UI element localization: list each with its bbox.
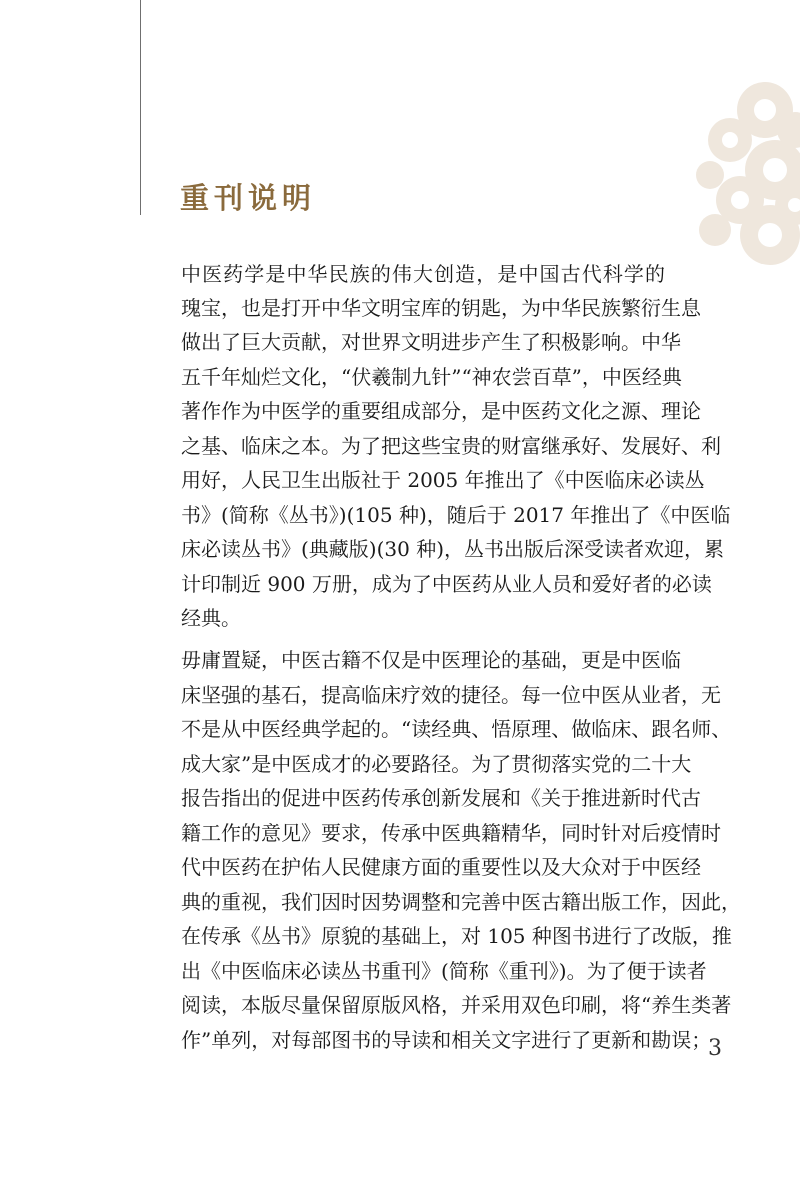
text-line: 中医药学是中华民族的伟大创造，是中国古代科学的 — [181, 262, 665, 286]
page-number: 3 — [708, 1036, 722, 1061]
text-line: 书》(简称《丛书》)(105 种)，随后于 2017 年推出了《中医临 — [181, 503, 731, 527]
page-title: 重刊说明 — [180, 181, 317, 215]
text-line: 五千年灿烂文化，“伏羲制九针”“神农尝百草”，中医经典 — [181, 365, 682, 389]
text-line: 瑰宝，也是打开中华文明宝库的钥匙，为中华民族繁衍生息 — [181, 296, 701, 320]
text-line: 典的重视，我们因时因势调整和完善中医古籍出版工作，因此， — [181, 890, 741, 914]
text-line: 代中医药在护佑人民健康方面的重要性以及大众对于中医经 — [181, 855, 701, 879]
text-line: 报告指出的促进中医药传承创新发展和《关于推进新时代古 — [181, 786, 701, 810]
text-line: 成大家”是中医成才的必要路径。为了贯彻落实党的二十大 — [181, 752, 692, 776]
margin-rule — [140, 0, 141, 215]
text-line: 籍工作的意见》要求，传承中医典籍精华，同时针对后疫情时 — [181, 821, 721, 845]
text-line: 做出了巨大贡献，对世界文明进步产生了积极影响。中华 — [181, 330, 681, 354]
text-line: 毋庸置疑，中医古籍不仅是中医理论的基础，更是中医临 — [181, 648, 681, 672]
text-line: 出《中医临床必读丛书重刊》(简称《重刊》)。为了便于读者 — [181, 959, 707, 983]
text-line: 作”单列，对每部图书的导读和相关文字进行了更新和勘误； — [181, 1028, 712, 1052]
text-line: 床坚强的基石，提高临床疗效的捷径。每一位中医从业者，无 — [181, 683, 721, 707]
text-line: 阅读，本版尽量保留原版风格，并采用双色印刷，将“养生类著 — [181, 993, 732, 1017]
text-line: 床必读丛书》(典藏版)(30 种)，丛书出版后深受读者欢迎，累 — [181, 537, 725, 561]
text-line: 计印制近 900 万册，成为了中医药从业人员和爱好者的必读 — [181, 572, 712, 596]
cloud-ornament-icon — [670, 70, 800, 280]
text-line: 不是从中医经典学起的。“读经典、悟原理、做临床、跟名师、 — [181, 717, 732, 741]
text-line: 经典。 — [181, 606, 241, 630]
text-line: 著作作为中医学的重要组成部分，是中医药文化之源、理论 — [181, 399, 701, 423]
text-line: 在传承《丛书》原貌的基础上，对 105 种图书进行了改版，推 — [181, 924, 732, 948]
text-line: 用好，人民卫生出版社于 2005 年推出了《中医临床必读丛 — [181, 468, 705, 492]
text-line: 之基、临床之本。为了把这些宝贵的财富继承好、发展好、利 — [181, 434, 721, 458]
